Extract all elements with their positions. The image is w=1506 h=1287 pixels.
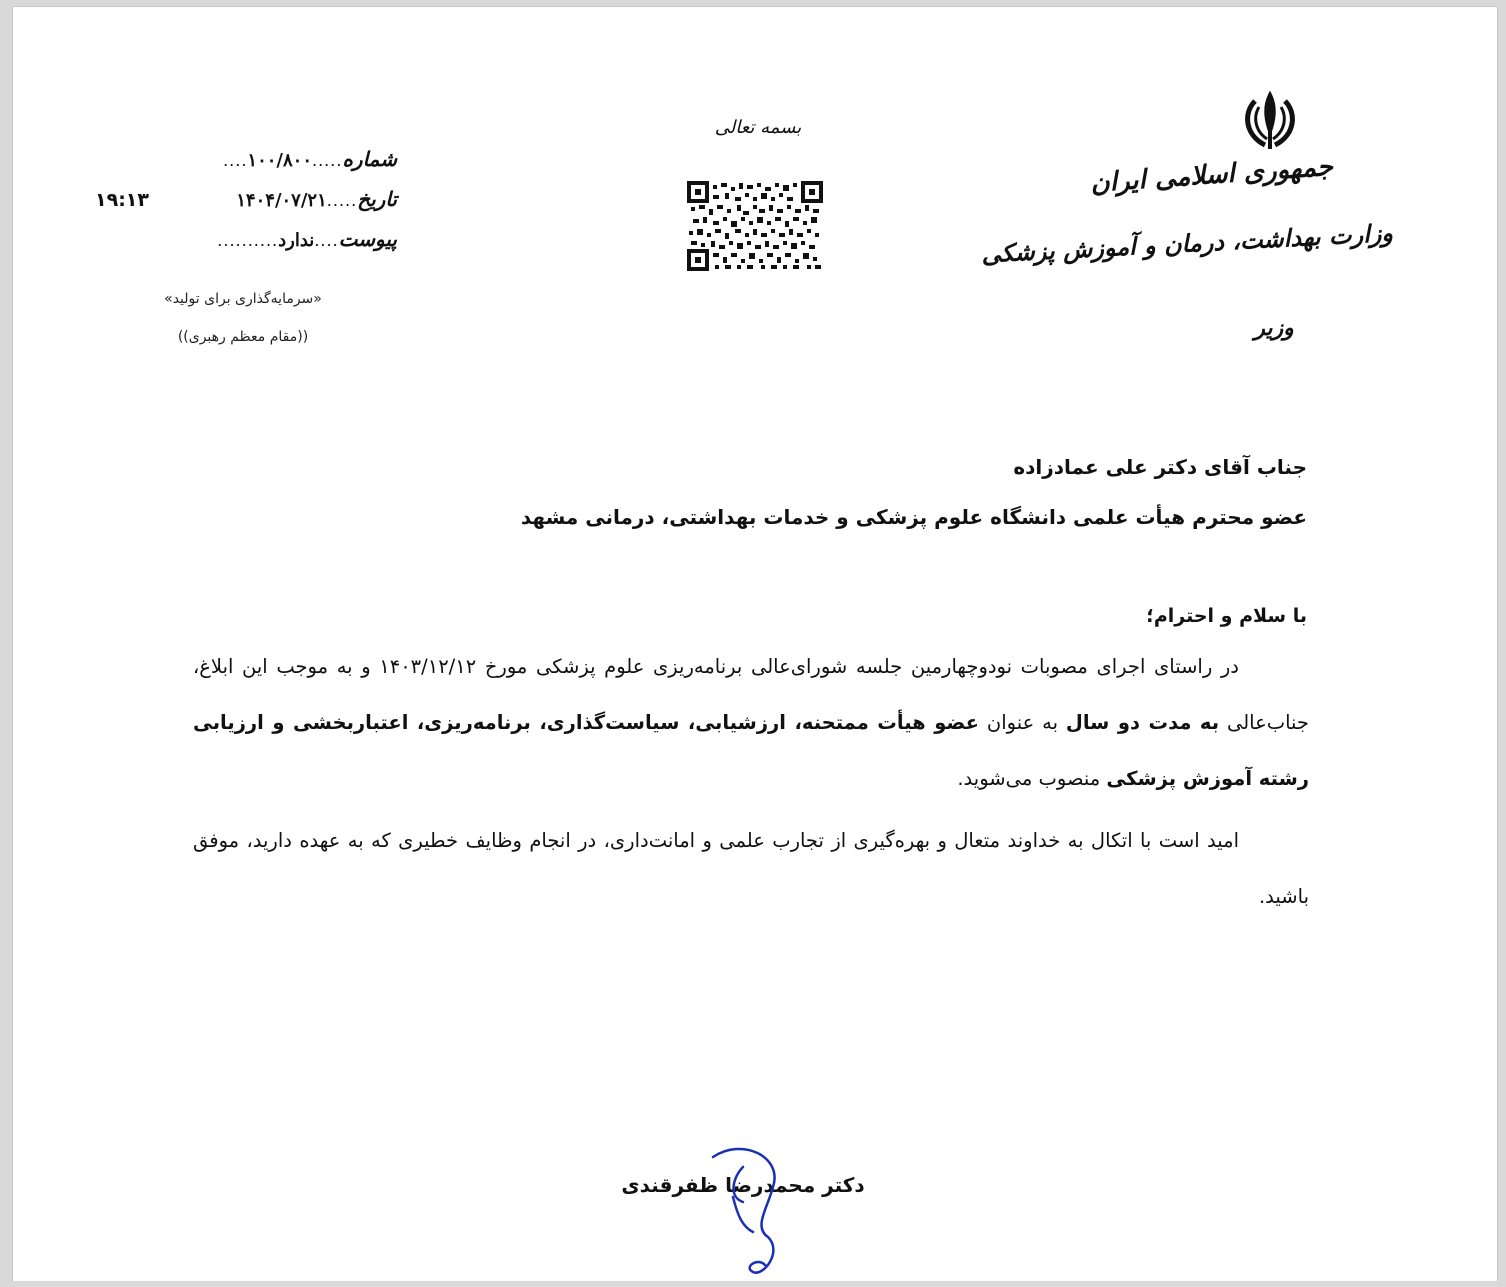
letter-paragraph-2: امید است با اتکال به خداوند متعال و بهره‌گیری از تجارب علمی و امانت‌داری، در انجام وظایف خطیری که به عهده دارید، موفق باشید. — [193, 829, 1309, 908]
ministry-title: وزارت بهداشت، درمان و آموزش پزشکی — [980, 217, 1394, 269]
letter-page — [12, 6, 1498, 1281]
addressee-title: عضو محترم هیأت علمی دانشگاه علوم پزشکی و خدمات بهداشتی، درمانی مشهد — [520, 505, 1307, 529]
year-slogan: «سرمایه‌گذاری برای تولید» — [164, 291, 322, 307]
slogan-attribution: ((مقام معظم رهبری)) — [177, 329, 309, 345]
minister-title: وزیر — [1254, 315, 1294, 341]
paragraph-1-text-c: به عنوان — [978, 711, 1066, 734]
letter-attachment-value: ندارد — [278, 230, 315, 251]
letter-number-value: ۱۰۰/۸۰۰ — [247, 150, 312, 171]
paragraph-1-duration: به مدت دو سال — [1065, 711, 1220, 734]
letter-time: ۱۹:۱۳ — [95, 189, 149, 211]
letter-paragraph-1 — [193, 639, 1309, 807]
letter-date-row: تاریخ.....۱۴۰۴/۰۷/۲۱ — [236, 187, 397, 211]
letter-attachment-label: پیوست — [338, 227, 397, 251]
republic-title: جمهوری اسلامی ایران — [1089, 151, 1334, 199]
greeting: با سلام و احترام؛ — [1146, 605, 1307, 627]
letter-date-label: تاریخ — [357, 187, 397, 211]
letter-date-value: ۱۴۰۴/۰۷/۲۱ — [236, 190, 327, 211]
letter-number-label: شماره — [342, 147, 397, 171]
paragraph-1-position: عضو هیأت ممتحنه، ارزشیابی، سیاست‌گذاری، برنامه‌ریزی، اعتباربخشی و ارزیابی رشته آموزش پزشکی — [193, 711, 1309, 790]
letter-number-row: شماره.....۱۰۰/۸۰۰.... — [223, 147, 397, 171]
bismillah-heading: بسمه تعالی — [714, 117, 802, 138]
paragraph-1-text-e: منصوب می‌شوید. — [957, 767, 1107, 790]
iran-emblem-icon — [1235, 91, 1305, 155]
addressee-name: جناب آقای دکتر علی عمادزاده — [1013, 455, 1307, 479]
handwritten-signature-icon — [673, 1137, 823, 1287]
paragraph-1-text-a: در راستای اجرای مصوبات نودوچهارمین جلسه شورای‌عالی برنامه‌ریزی علوم پزشکی مورخ ۱۴۰۳/۱۲/۱۲ و به موجب این ابلاغ، جناب‌عالی — [193, 655, 1309, 734]
qr-code-icon — [687, 181, 823, 271]
letter-attachment-row: پیوست....ندارد.......... — [217, 227, 397, 251]
signer-name: دکتر محمدرضا ظفرقندی — [621, 1173, 865, 1197]
